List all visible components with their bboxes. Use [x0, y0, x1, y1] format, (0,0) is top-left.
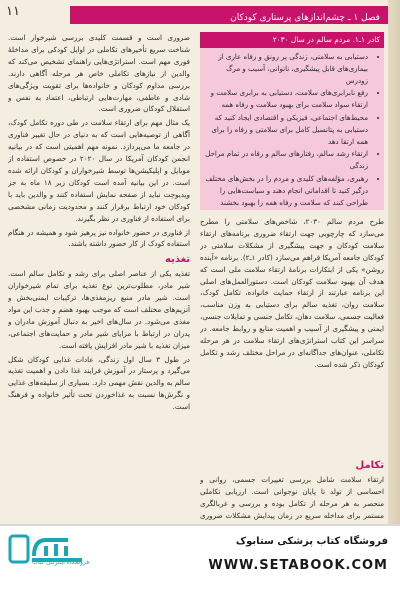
list-item: • رفع نابرابری‌های سلامت، دستیابی به برابری سلامت و ارتقاء سواد سلامت برای بهبود سلامت و رفاه همه	[204, 87, 368, 111]
paragraph: یک مثال مهم برای ارتقاء سلامت در طی دوره تکامل کودک، آگاهی از توصیه‌هایی است که به دنیای در حال تغییر فناوری در جامعه ما می‌پردازد. نمونه مهم اهمیتی است که در بیانیه انجمن کودکان آمریکا در سال ۲۰۲۰ در خصوص استفاده از موبایل و اپلیکیشن‌ها توسط شیرخواران و کودکان ارائه شده است. در این بیانیه آمده است کودکان زیر ۱۸ ماه به جز ویدیوچت نباید از صفحه نمایش استفاده کنند و والدین باید با کودکان خود ارتباط برقرار کنند و محدودیت زمانی مشخصی برای استفاده از فناوری در نظر بگیرند.	[8, 118, 190, 223]
development-section-title: تکامل	[355, 460, 384, 471]
list-item: • دستیابی به سلامتی، زندگی پر رونق و رفاه عاری از بیماری‌های قابل پیشگیری، ناتوانی، آسیب و مرگ زودرس	[204, 51, 368, 86]
setabook-logo-icon	[8, 532, 88, 576]
store-footer	[0, 524, 400, 594]
paragraph: از فناوری در حضور خانواده نیز پرهیز شود و همیشه در هنگام استفاده کودک از کار حضور داشته باشند.	[8, 227, 190, 249]
paragraph: تغذیه یکی از عناصر اصلی برای رشد و تکامل سالم است. شیر مادر، مطلوب‌ترین نوع تغذیه برای تمام شیرخواران است. شیر مادر منبع ریزمغذی‌ها، ترکیبات ایمنی‌بخش و آنزیم‌های مختلف است که موجب بهبود هضم و جذب این مواد مغذی می‌شود. در سال‌های اخیر به دنبال آموزش مادران و پدران در ارتباط با مزایای شیر مادر و حمایت‌های اجتماعی، میزان تغذیه با شیر مادر افزایش یافته است.	[8, 269, 190, 350]
right-column	[200, 216, 384, 456]
logo-subtext: فروشگاه اینترنتی کتاب	[32, 559, 90, 566]
paragraph: ضروری است و قسمت کلیدی بررسی شیرخوار است. شناخت سریع تأخیرهای تکاملی در اوایل کودکی برای مداخلهٔ فوری مهم است. استراتژی‌هایی راهنمای تشخیص می‌کند که والدین از نیازهای تکاملی خاص هر مرحله آگاهی دارند. بررسی مداوم کودکان و خانواده‌ها برای تقویت ویژگی‌های شادی و عاطفی، مهارت‌هایی ارتباطی، اعتماد به نفس و استقلال کودکان ضروری است.	[8, 33, 190, 114]
book-spine	[388, 0, 400, 594]
list-item: • رهبری، مؤلفه‌های کلیدی و مردم را در بخش‌های مختلف درگیر کنید تا اقداماتی انجام دهند و سیاست‌هایی را طراحی کنند که سلامت و رفاه همه را بهبود بخشند	[204, 173, 368, 208]
nutrition-section-title: تغذیه	[165, 254, 190, 266]
page-header	[0, 0, 388, 28]
list-item: • ارتقاء رشد سالم، رفتارهای سالم و رفاه در تمام مراحل زندگی	[204, 148, 368, 172]
chapter-header-bar	[70, 6, 388, 24]
left-column	[8, 32, 190, 518]
page-number: ١١	[6, 4, 20, 19]
development-text	[200, 474, 384, 520]
box-title: کادر ۱ـ۱. مردم سالم در سال ۲۰۳۰	[200, 32, 384, 48]
store-name: فروشگاه کتاب پزشکی ستابوک	[235, 536, 388, 547]
box-list	[204, 51, 378, 208]
footer-divider	[0, 524, 400, 526]
chapter-title: فصل ۱ ـ چشم‌اندازهای پرستاری کودکان	[230, 13, 380, 23]
store-url[interactable]: WWW.SETABOOK.COM	[208, 558, 388, 573]
paragraph: ارتقاء سلامت شامل بررسی تغییرات جسمی، روانی و احساسی از تولد تا پایان نوجوانی است. ارزیابی تکاملی منحصر به هر مرحله از تکامل بوده و بررسی و غربالگری مستمر برای مداخله سریع در زمان پیدایش مشکلات ضروری	[200, 475, 384, 520]
paragraph: طرح مردم سالم ۲۰۳۰، شاخص‌های سلامتی را مطرح می‌سازد که چارچوبی جهت ارتقاء ضروری برنامه‌های ارتقاء سلامت کودکان و جهت پیشگیری از مشکلات سلامتی در کودکان جامعه آمریکا فراهم می‌سازد (کادر ۱ـ۲). برنامه «آینده روشن» یکی از ابتکارات برنامهٔ ارتقاء سلامت ملی است که هدف آن بهبود سلامت کودکان است. دستورالعمل‌های اصلی این برنامه عبارتند از ارتقاء حمایت خانواده، تکامل کودک، سلامت روان، تغذیه سالم برای دستیابی به وزن مناسب، فعالیت جسمی، سلامت دهان، تکامل جنسی و تمایلات جنسی، ایمنی و پیشگیری از آسیب و اهمیت منابع و روابط جامعه. در سراسر این کتاب استراتژی‌های ارتقاء سلامت در هر مرحله تکاملی، عنوان‌های جداگانه‌ای در مراحل مختلف رشد و تکامل کودکان ذکر شده است.	[200, 217, 384, 369]
healthy-people-box	[200, 32, 384, 210]
list-item: • محیط‌های اجتماعی، فیزیکی و اقتصادی ایجاد کنید که دستیابی به پتانسیل کامل برای سلامتی و رفاه را برای همه ارتقا دهد	[204, 112, 368, 147]
paragraph: در طول ۳ سال اول زندگی، عادات غذایی کودکان شکل می‌گیرد و پرستار در آموزش فرایند غذا دادن و اهمیت تغذیه سالم به والدین نقش مهمی دارد. بسیاری از سلیقه‌های غذایی و نگرش‌ها نسبت به غذاخوردن تحت تأثیر خانواده و فرهنگ است.	[8, 354, 190, 412]
